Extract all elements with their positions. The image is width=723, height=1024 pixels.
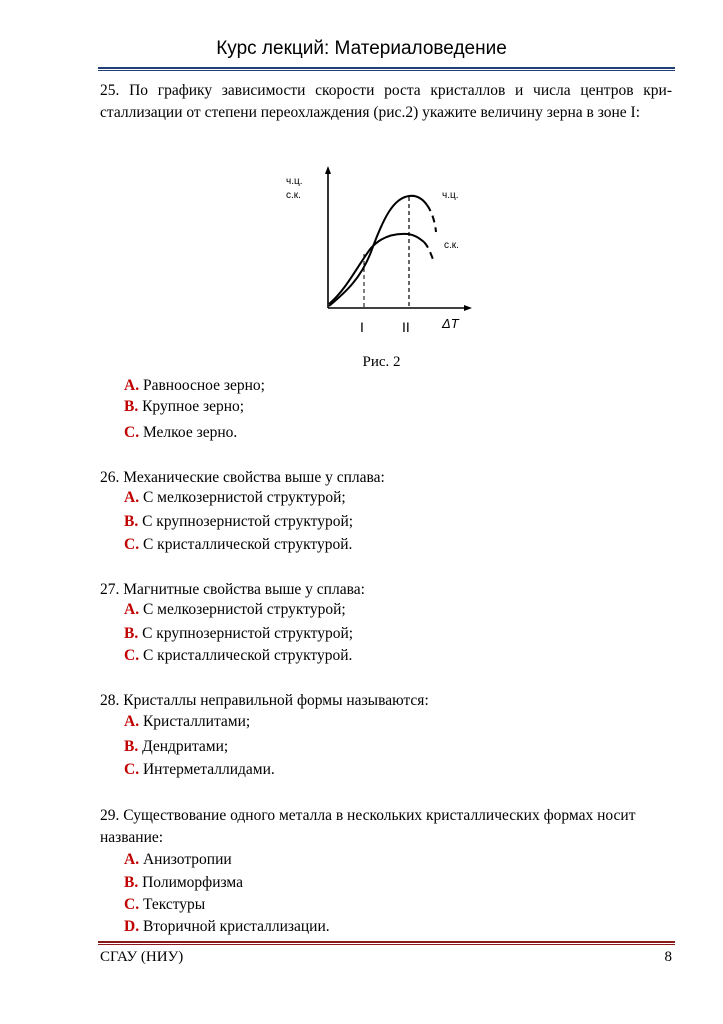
- curve-nc-dashed: [427, 205, 436, 232]
- q25-option-b: [124, 397, 244, 417]
- option-letter: A.: [124, 601, 140, 618]
- option-letter: A.: [124, 489, 140, 506]
- option-text: Мелкое зерно.: [142, 424, 238, 441]
- x-axis-label: ΔT: [442, 316, 459, 331]
- option-letter: A.: [124, 713, 140, 730]
- option-text: С кристаллической структурой.: [142, 536, 353, 553]
- footer-institution: СГАУ (НИУ): [100, 949, 184, 965]
- footer-rule: [98, 941, 675, 943]
- option-text: С крупнозернистой структурой;: [142, 513, 354, 530]
- q29-option-c: [124, 895, 205, 915]
- option-text: Интерметаллидами.: [142, 761, 275, 778]
- header-rule-thin: [98, 70, 675, 71]
- q27-option-a: [124, 600, 346, 620]
- option-letter: C.: [124, 761, 140, 778]
- q26-option-a: [124, 488, 346, 508]
- option-text: Кристаллитами;: [142, 713, 251, 730]
- footer-rule-thin: [98, 944, 675, 945]
- q27-option-b: [124, 624, 353, 644]
- zone-label-2: II: [402, 319, 410, 335]
- option-letter: B.: [124, 625, 139, 642]
- option-text: С мелкозернистой структурой;: [142, 601, 346, 618]
- question-27-text: 27. Магнитные свойства выше у сплава:: [100, 581, 365, 598]
- q28-option-c: [124, 760, 275, 780]
- q27-option-c: [124, 646, 352, 666]
- option-letter: B.: [124, 738, 139, 755]
- q28-option-a: [124, 712, 250, 732]
- option-text: Полиморфизма: [142, 874, 243, 891]
- page-header-title: Курс лекций: Материаловедение: [216, 38, 507, 59]
- option-letter: B.: [124, 398, 139, 415]
- option-text: С кристаллической структурой.: [142, 647, 353, 664]
- option-text: Вторичной кристаллизации.: [142, 918, 330, 935]
- option-letter: C.: [124, 536, 140, 553]
- header-rule: [98, 67, 675, 69]
- option-letter: B.: [124, 874, 139, 891]
- option-letter: C.: [124, 647, 140, 664]
- option-text: Текстуры: [142, 896, 206, 913]
- question-29-text: 29. Существование одного металла в нескольких кристаллических формах носит название:: [100, 807, 636, 846]
- q29-option-a: [124, 850, 232, 870]
- page-number: 8: [664, 949, 672, 965]
- q26-option-b: [124, 512, 353, 532]
- option-letter: A.: [124, 377, 140, 394]
- q28-option-b: [124, 737, 228, 757]
- curve-label-sk: с.к.: [444, 240, 459, 251]
- q29-option-b: [124, 873, 243, 893]
- option-text: Анизотропии: [142, 851, 232, 868]
- option-letter: B.: [124, 513, 139, 530]
- option-text: С крупнозернистой структурой;: [142, 625, 354, 642]
- q25-option-c: [124, 423, 237, 443]
- curve-sk-dashed: [424, 242, 434, 262]
- q26-option-c: [124, 535, 352, 555]
- option-text: Равноосное зерно;: [142, 377, 265, 394]
- curve-label-nc: ч.ц.: [442, 190, 459, 201]
- option-text: Дендритами;: [142, 738, 229, 755]
- y-axis-arrow: [325, 166, 331, 174]
- question-25-text: 25. По графику зависимости скорости роста кристаллов и числа центров кри-сталлизации от степени переохлаждения (рис.2) укажите величину зерна в зоне I:: [100, 82, 672, 121]
- q29-option-d: [124, 917, 330, 937]
- option-letter: A.: [124, 851, 140, 868]
- x-axis-arrow: [464, 305, 472, 311]
- option-letter: C.: [124, 424, 140, 441]
- option-letter: D.: [124, 918, 140, 935]
- option-text: Крупное зерно;: [142, 398, 245, 415]
- q25-option-a: [124, 376, 265, 396]
- y-label-sk: с.к.: [286, 190, 301, 201]
- option-letter: C.: [124, 896, 140, 913]
- figure-caption: Рис. 2: [362, 354, 401, 370]
- zone-label-1: I: [360, 319, 364, 335]
- question-26-text: 26. Механические свойства выше у сплава:: [100, 469, 385, 486]
- option-text: С мелкозернистой структурой;: [142, 489, 346, 506]
- y-label-nc: ч.ц.: [286, 176, 303, 187]
- figure-2-graph: [276, 160, 496, 345]
- question-28-text: 28. Кристаллы неправильной формы называются:: [100, 692, 429, 709]
